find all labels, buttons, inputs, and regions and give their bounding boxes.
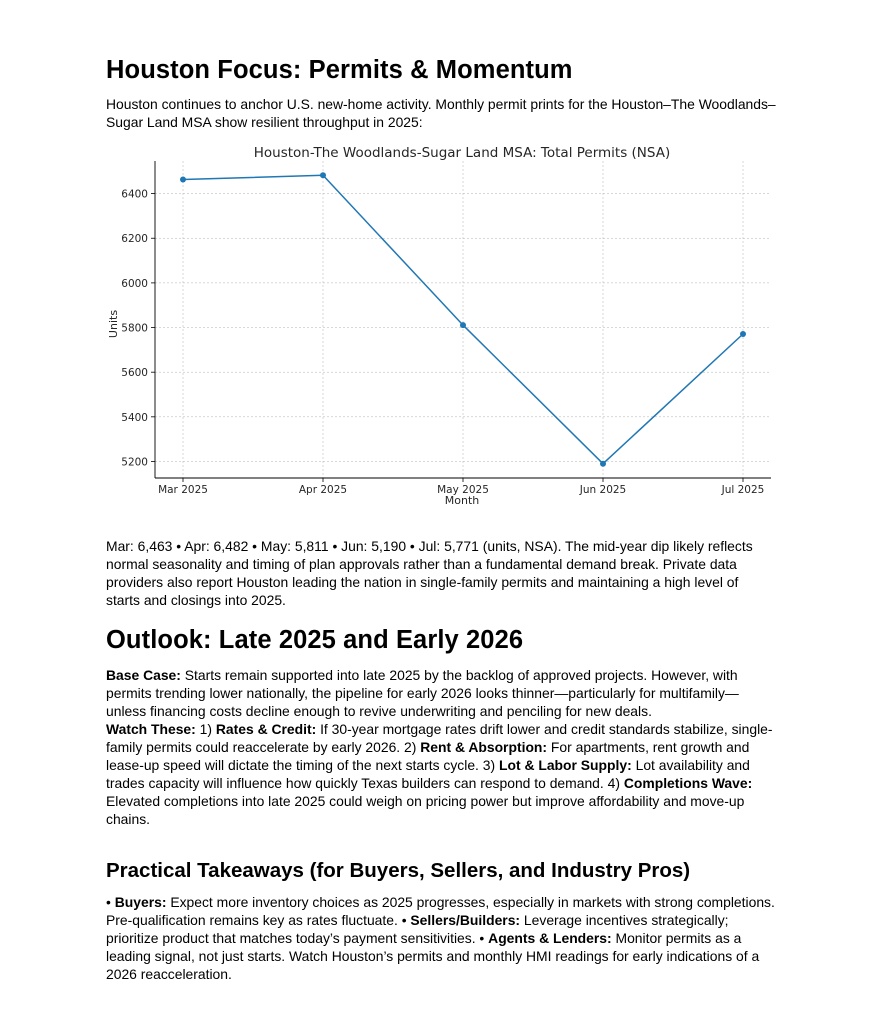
y-tick-label: 6400	[121, 188, 148, 201]
base-case-label: Base Case:	[106, 667, 181, 683]
agents-lenders-label: Agents & Lenders:	[488, 930, 612, 946]
data-point-mar-2025	[180, 177, 186, 183]
data-point-may-2025	[460, 322, 466, 328]
base-case-text: Starts remain supported into late 2025 by the backlog of approved projects. However, with permits trending lower nationally, the pipeline for early 2026 looks thinner—particularly for multifamily—unless financing costs decline enough to revive underwriting and penciling for new deals.	[106, 667, 739, 719]
y-tick-label: 5200	[121, 456, 148, 469]
lot-labor-label: Lot & Labor Supply:	[499, 757, 632, 773]
lot-labor-text: Lot availability and trades capacity will influence how quickly Texas builders can respond to demand. 4)	[106, 757, 750, 791]
sellers-builders-text: Leverage incentives strategically; prioritize product that matches today’s payment sensitivities. •	[106, 912, 729, 946]
chart-title: Houston-The Woodlands-Sugar Land MSA: Total Permits (NSA)	[253, 145, 671, 161]
takeaways-paragraph	[106, 893, 776, 983]
section-title-takeaways: Practical Takeaways (for Buyers, Sellers, and Industry Pros)	[106, 859, 691, 882]
buyers-label: Buyers:	[114, 894, 167, 910]
outlook-paragraph	[106, 666, 776, 828]
y-tick-label: 5800	[121, 322, 148, 335]
y-tick-label: 5400	[121, 411, 148, 424]
rates-credit-text: If 30-year mortgage rates drift lower and credit standards stabilize, single-family permits could reaccelerate by early 2026. 2)	[106, 721, 773, 755]
data-point-jul-2025	[740, 331, 746, 337]
rent-absorption-label: Rent & Absorption:	[420, 739, 548, 755]
data-point-jun-2025	[600, 461, 606, 467]
buyers-text: Expect more inventory choices as 2025 progresses, especially in markets with strong completions. Pre-qualification remains key as rates fluctuate. •	[106, 894, 775, 928]
y-tick-label: 6000	[121, 277, 148, 290]
section-title-outlook: Outlook: Late 2025 and Early 2026	[106, 626, 524, 654]
x-tick-label: May 2025	[437, 484, 489, 496]
y-axis-ticks	[121, 189, 155, 469]
y-tick-label: 6200	[121, 233, 148, 246]
y-tick-label: 5600	[121, 367, 148, 380]
rates-credit-label: Rates & Credit:	[215, 721, 317, 737]
x-tick-label: Apr 2025	[298, 484, 348, 496]
section-title-houston: Houston Focus: Permits & Momentum	[106, 56, 573, 84]
watch-these-label: Watch These:	[106, 721, 196, 737]
watch-these-text: 1)	[195, 721, 216, 737]
x-tick-label: Mar 2025	[158, 484, 208, 496]
data-point-apr-2025	[320, 172, 326, 178]
x-tick-label: Jul 2025	[721, 484, 765, 496]
agents-lenders-text: Monitor permits as a leading signal, not just starts. Watch Houston’s permits and monthly HMI readings for early indications of a 2026 reacceleration.	[106, 930, 760, 982]
completions-wave-label: Completions Wave:	[623, 775, 753, 791]
sellers-builders-label: Sellers/Builders:	[410, 912, 521, 928]
y-axis-label: Units	[107, 309, 120, 339]
summary-paragraph: Mar: 6,463 • Apr: 6,482 • May: 5,811 • Jun: 5,190 • Jul: 5,771 (units, NSA). The mid-year dip likely reflects normal seasonality and timing of plan approvals rather than a fundamental demand break. Private data providers also report Houston leading the nation in single-family permits and maintaining a high level of starts and closings into 2025.	[106, 538, 753, 608]
x-axis-label: Month	[444, 494, 480, 507]
completions-wave-text: Elevated completions into late 2025 could weigh on pricing power but improve affordability and move-up chains.	[106, 793, 745, 827]
rent-absorption-text: For apartments, rent growth and lease-up speed will dictate the timing of the next starts cycle. 3)	[106, 739, 750, 773]
x-tick-label: Jun 2025	[579, 484, 627, 496]
intro-paragraph: Houston continues to anchor U.S. new-home activity. Monthly permit prints for the Houston–The Woodlands–Sugar Land MSA show resilient throughput in 2025:	[106, 96, 776, 130]
permits-line-chart	[100, 140, 780, 512]
chart-grid	[155, 161, 771, 478]
bullet: •	[106, 894, 115, 910]
